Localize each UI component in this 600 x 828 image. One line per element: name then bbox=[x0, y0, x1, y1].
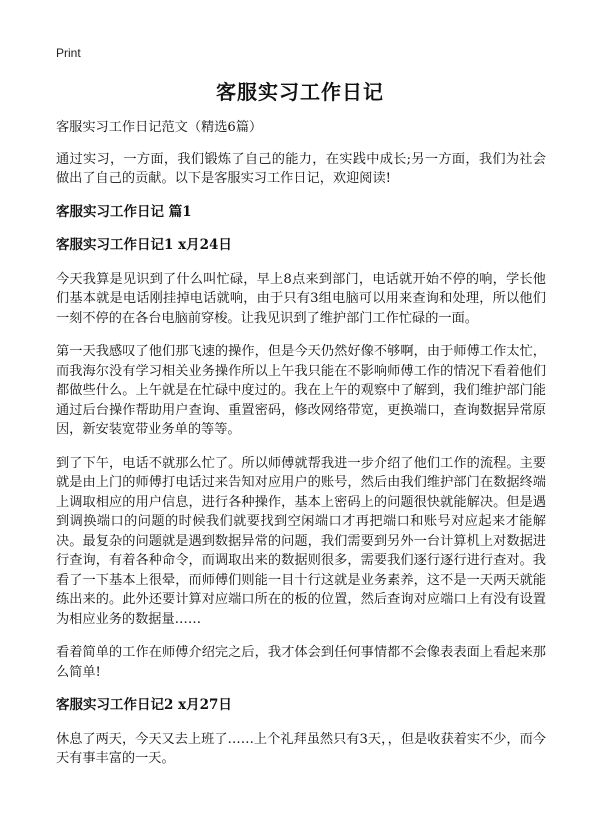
section-heading: 客服实习工作日记 篇1 bbox=[56, 203, 192, 220]
entry-heading: 客服实习工作日记2 x月27日 bbox=[56, 697, 232, 713]
intro-paragraph: 通过实习，一方面，我们锻炼了自己的能力，在实践中成长;另一方面，我们为社会做出了自己的贡献。以下是客服实习工作日记，欢迎阅读! bbox=[56, 151, 546, 186]
document-subtitle: 客服实习工作日记范文（精选6篇） bbox=[56, 120, 263, 135]
entry-paragraph: 第一天我感叹了他们那飞速的操作，但是今天仍然好像不够啊，由于师傅工作太忙，而我海尔没有学习相关业务操作所以上午我只能在不影响师傅工作的情况下看着他们都做些什么。上午就是在忙碌中度过的。我在上午的观察中了解到，我们维护部门能通过后台操作帮助用户查询、重置密码，修改网络带宽，更换端口，查询数据异常原因，新安装宽带业务单的等等。 bbox=[56, 344, 546, 437]
entry-paragraph: 休息了两天，今天又去上班了……上个礼拜虽然只有3天，，但是收获着实不少，而今天有事丰富的一天。 bbox=[56, 731, 546, 766]
print-label[interactable]: Print bbox=[56, 46, 81, 60]
entry-heading: 客服实习工作日记1 x月24日 bbox=[56, 237, 232, 253]
entry-paragraph: 到了下午，电话不就那么忙了。所以师傅就帮我进一步介绍了他们工作的流程。主要就是由上门的师傅打电话过来告知对应用户的账号，然后由我们维护部门在数据终端上调取相应的用户信息，进行各种操作，基本上密码上的问题很快就能解决。但是遇到调换端口的问题的时候我们就要找到空闲端口才再把端口和账号对应起来才能解决。最复杂的问题就是遇到数据异常的问题，我们需要到另外一台计算机上对数据进行查询，有着各种命令，而调取出来的数据则很多，需要我们逐行逐行进行查对。我看了一下基本上很晕，而师傅们则能一目十行这就是业务素养，这不是一天两天就能练出来的。此外还要计算对应端口所在的板的位置，然后查询对应端口上有没有设置为相应业务的数据量…… bbox=[56, 455, 546, 627]
page-title: 客服实习工作日记 bbox=[216, 80, 384, 104]
entry-paragraph: 看着简单的工作在师傅介绍完之后，我才体会到任何事情都不会像表表面上看起来那么简单! bbox=[56, 645, 546, 680]
document-body bbox=[56, 118, 546, 783]
entry-paragraph: 今天我算是见识到了什么叫忙碌，早上8点来到部门，电话就开始不停的响，学长他们基本就是电话刚挂掉电话就响，由于只有3组电脑可以用来查询和处理，所以他们一刻不停的在各台电脑前穿梭。让我见识到了维护部门工作忙碌的一面。 bbox=[56, 271, 546, 326]
